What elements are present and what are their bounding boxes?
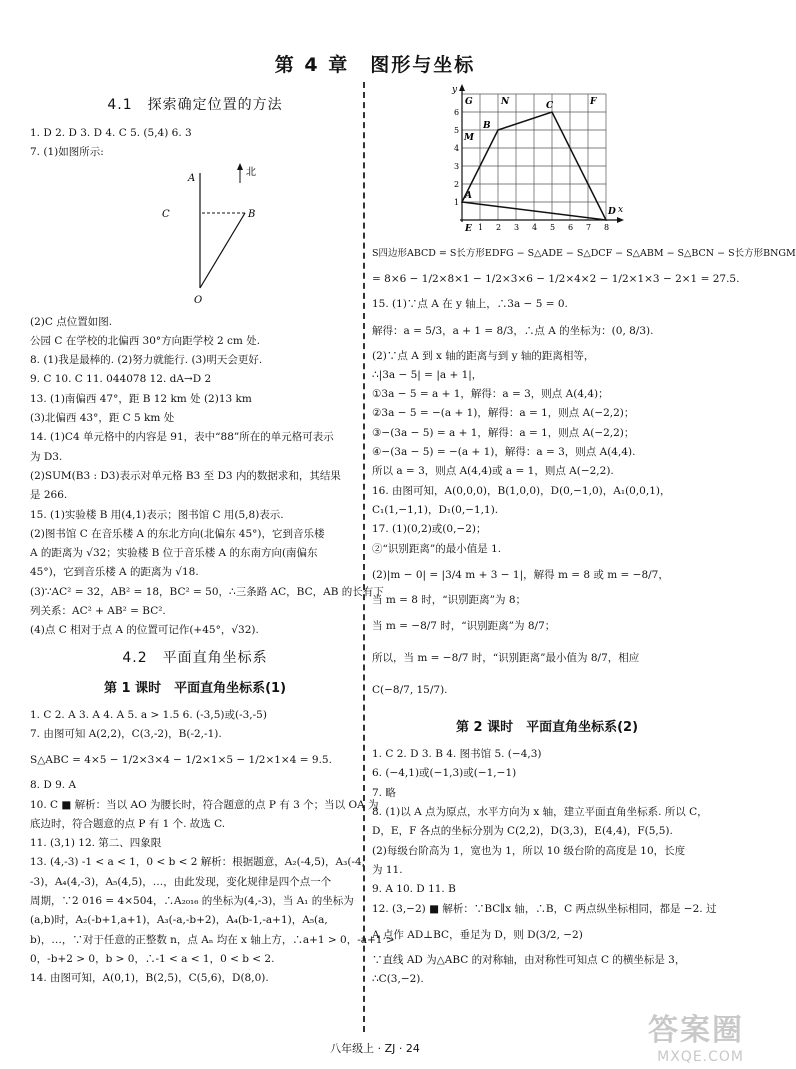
answer-line: 当 m = 8 时，“识别距离”为 8； [372,593,527,606]
answer-line: A 点作 AD⊥BC，垂足为 D，则 D(3/2, −2) [372,928,583,941]
answers-block-4-1-a [30,124,360,163]
answer-line: 当 m = −8/7 时，“识别距离”为 8/7； [372,620,556,633]
watermark-site: MXQE.COM [657,1049,744,1065]
answer-line: 11. (3,1) 12. 第二、四象限 [30,837,162,850]
y-tick-labels [454,108,459,207]
svg-text:B: B [483,121,491,131]
segment-OB [200,213,245,288]
answer-line: ③−(3a − 5) = a + 1，解得：a = 1，则点 A(−2,2)； [372,426,635,439]
answer-line: 1. C 2. D 3. B 4. 图书馆 5. (−4,3) [372,748,542,761]
answer-line: 1. C 2. A 3. A 4. A 5. a > 1.5 6. (-3,5)或(-3,-5) [30,708,267,721]
column-divider [363,82,365,1032]
grid-lines [462,94,606,220]
answer-line: 1. D 2. D 3. D 4. C 5. (5,4) 6. 3 [30,127,192,139]
svg-text:2: 2 [496,223,502,232]
answer-line: 0，-b+2 > 0，b > 0，∴-1 < a < 1，0 < b < 2. [30,952,275,965]
watermark [648,1005,744,1065]
svg-text:8: 8 [604,223,610,232]
right-column [372,84,796,989]
answer-line: (2)∵点 A 到 x 轴的距离与到 y 轴的距离相等， [372,349,595,362]
point-labels [463,97,616,234]
svg-text:5: 5 [454,126,460,135]
label-O: O [194,294,203,306]
chapter-title: 第 4 章 图形与坐标 [274,54,476,76]
area-decomposition-line: S四边形ABCD = S长方形EDFG − S△ADE − S△DCF − S△ABM − S△BCN − S长方形BNGM [372,248,796,259]
svg-text:C: C [546,101,554,111]
section-4-2-heading: 4.2 平面直角坐标系 [122,649,268,666]
answer-line: 列关系：AC² + AB² = BC². [30,605,166,618]
answer-line: C(−8/7, 15/7). [372,684,448,697]
answer-line: 9. C 10. C 11. 044078 12. dA→D 2 [30,373,212,386]
answer-line: (4)点 C 相对于点 A 的位置可记作(+45°，√32). [30,624,259,637]
lesson-2-heading: 第 2 课时 平面直角坐标系(2) [455,720,639,736]
grid-figure [442,84,722,244]
svg-text:M: M [464,133,474,143]
svg-text:G: G [465,97,473,107]
svg-text:6: 6 [568,223,574,232]
answer-line: ②3a − 5 = −(a + 1)，解得：a = 1，则点 A(−2,2)； [372,407,635,420]
answer-line: 所以 a = 3，则点 A(4,4)或 a = 1，则点 A(−2,2). [372,465,614,478]
svg-text:F: F [590,97,597,107]
answer-line: b)，…，∵对于任意的正整数 n，点 Aₙ 均在 x 轴上方，∴a+1 > 0，-a+1 > [30,933,395,946]
answer-line: (2)|m − 0| = |3/4 m + 3 − 1|，解得 m = 8 或 m = −8/7， [372,568,669,581]
svg-text:4: 4 [532,223,538,232]
quadrilateral-grid-diagram [442,84,632,244]
answer-line: 8. (1)我是最棒的. (2)努力就能行. (3)明天会更好. [30,354,263,367]
x-axis-arrow [617,217,624,223]
answer-line: (2)图书馆 C 在音乐楼 A 的东北方向(北偏东 45°)，它到音乐楼 [30,527,325,540]
answer-line: 13. (4,-3) -1 < a < 1，0 < b < 2 解析：根据题意，A₂(-4,5)，A₃(-4, [30,856,365,869]
answer-line: 14. (1)C4 单元格中的内容是 91，表中“88”所在的单元格可表示 [30,431,334,444]
svg-text:6: 6 [454,108,460,117]
answer-line: 底边时，符合题意的点 P 有 1 个. 故选 C. [30,817,226,830]
watermark-logo: 答案圈 [648,1013,744,1048]
x-axis-label: x [618,205,624,215]
svg-text:3: 3 [454,162,460,171]
answer-line: (2)C 点位置如图. [30,315,113,328]
answer-line: 公园 C 在学校的北偏西 30°方向距学校 2 cm 处. [30,334,261,347]
svg-text:E: E [465,224,472,234]
svg-text:4: 4 [454,144,460,153]
answer-line: (a,b)时，A₂(-b+1,a+1)，A₃(-a,-b+2)，A₄(b-1,-a+1)，A₅(a, [30,914,328,927]
answer-line: ∴|3a − 5| = |a + 1|， [372,368,483,381]
answer-line: 7. 由图可知 A(2,2)，C(3,-2)，B(-2,-1). [30,727,222,740]
answer-line: (3)∵AC² = 32，AB² = 18，BC² = 50，∴三条路 AC，BC，AB 的长有下 [30,585,384,598]
answer-line: 7. 略 [372,786,396,799]
answer-line: 10. C ■ 解析：当以 AO 为腰长时，符合题意的点 P 有 3 个；当以 OA 为 [30,798,379,811]
answer-line: ②“识别距离”的最小值是 1. [372,542,502,555]
answer-line: 为 D3. [30,450,63,463]
y-axis-label: y [452,85,458,95]
answer-line: 9. A 10. D 11. B [372,883,456,896]
answer-line: 13. (1)南偏西 47°，距 B 12 km 处 (2)13 km [30,392,252,405]
answer-line: 15. (1)∵点 A 在 y 轴上，∴3a − 5 = 0. [372,298,568,311]
answer-line: 14. 由图可知，A(0,1)，B(2,5)，C(5,6)，D(8,0). [30,972,269,985]
north-arrow-head [237,163,243,170]
answer-line: 15. (1)实验楼 B 用(4,1)表示；图书馆 C 用(5,8)表示. [30,508,284,521]
svg-text:N: N [501,97,510,107]
x-tick-labels [478,223,609,232]
svg-text:1: 1 [454,198,460,207]
svg-text:A: A [465,191,472,201]
answer-line: 是 266. [30,489,68,502]
answer-line: A 的距离为 √32；实验楼 B 位于音乐楼 A 的东南方向(南偏东 [30,547,318,560]
answer-line: 7. (1)如图所示: [30,146,104,159]
answer-line: 所以，当 m = −8/7 时，“识别距离”最小值为 8/7，相应 [372,652,640,665]
label-A: A [188,172,196,184]
answer-line: 6. (−4,1)或(−1,3)或(−1,−1) [372,767,517,780]
answer-line: ∴C(3,−2). [372,973,424,986]
answer-line: 45°)，它到音乐楼 A 的距离为 √18. [30,566,199,579]
answer-line: ④−(3a − 5) = −(a + 1)，解得：a = 3，则点 A(4,4). [372,446,636,459]
answer-line: 12. (3,−2) ■ 解析：∵BC∥x 轴，∴B，C 两点纵坐标相同，都是 −2. 过 [372,902,717,915]
direction-figure [90,163,360,313]
svg-text:D: D [608,207,616,217]
answer-line: (2)SUM(B3 : D3)表示对单元格 B3 至 D3 内的数据求和，其结果 [30,469,341,482]
direction-diagram [90,163,290,313]
answer-line: 8. (1)以 A 点为原点，水平方向为 x 轴，建立平面直角坐标系. 所以 C， [372,806,708,819]
svg-text:1: 1 [478,223,484,232]
lesson-1-heading: 第 1 课时 平面直角坐标系(1) [103,680,287,696]
section-4-1-heading: 4.1 探索确定位置的方法 [107,97,283,113]
answers-block-lesson-2 [372,745,722,989]
answer-line: D，E，F 各点的坐标分别为 C(2,2)，D(3,3)，E(4,4)，F(5,5). [372,825,673,838]
area-result-line: = 8×6 − 1/2×8×1 − 1/2×3×6 − 1/2×4×2 − 1/2×1×3 − 2×1 = 27.5. [372,273,740,286]
y-axis-arrow [459,84,465,91]
answer-line: 8. D 9. A [30,779,77,792]
svg-text:7: 7 [586,223,592,232]
svg-text:2: 2 [454,180,460,189]
answer-line: ∵直线 AD 为△ABC 的对称轴，由对称性可知点 C 的横坐标是 3， [372,953,686,966]
page-footer: 八年级上 · ZJ · 24 [330,1042,420,1055]
answers-block-4-1-b [30,313,384,641]
svg-text:3: 3 [514,223,520,232]
answer-line: ①3a − 5 = a + 1，解得：a = 3，则点 A(4,4)； [372,388,609,401]
label-C: C [162,208,170,220]
answer-line: 为 11. [372,863,403,876]
answer-line: 周期，∵2 016 = 4×504，∴A₂₀₁₆ 的坐标为(4,-3)，当 A₁ 的坐标为 [30,895,354,908]
answer-line: (3)北偏西 43°，距 C 5 km 处 [30,412,175,425]
area-formula-line: S△ABC = 4×5 − 1/2×3×4 − 1/2×1×5 − 1/2×1×4 = 9.5. [30,754,332,767]
answers-block-right-a [372,244,796,706]
answer-line: 17. (1)(0,2)或(0,−2)； [372,523,487,536]
label-B: B [248,208,256,220]
north-label: 北 [246,166,256,178]
answer-line: (2)每级台阶高为 1，宽也为 1，所以 10 级台阶的高度是 10，长度 [372,844,686,857]
answer-line: 解得：a = 5/3，a + 1 = 8/3，∴点 A 的坐标为：(0, 8/3). [372,324,654,337]
answer-line: -3)，A₄(4,-3)，A₅(4,5)，…，由此发现，变化规律是四个点一个 [30,875,332,888]
answer-line: C₁(1,−1,1)，D₁(0,−1,1). [372,503,499,516]
answer-line: 16. 由图可知，A(0,0,0)，B(1,0,0)，D(0,−1,0)，A₁(0,0,1)， [372,484,671,497]
svg-text:5: 5 [550,223,556,232]
